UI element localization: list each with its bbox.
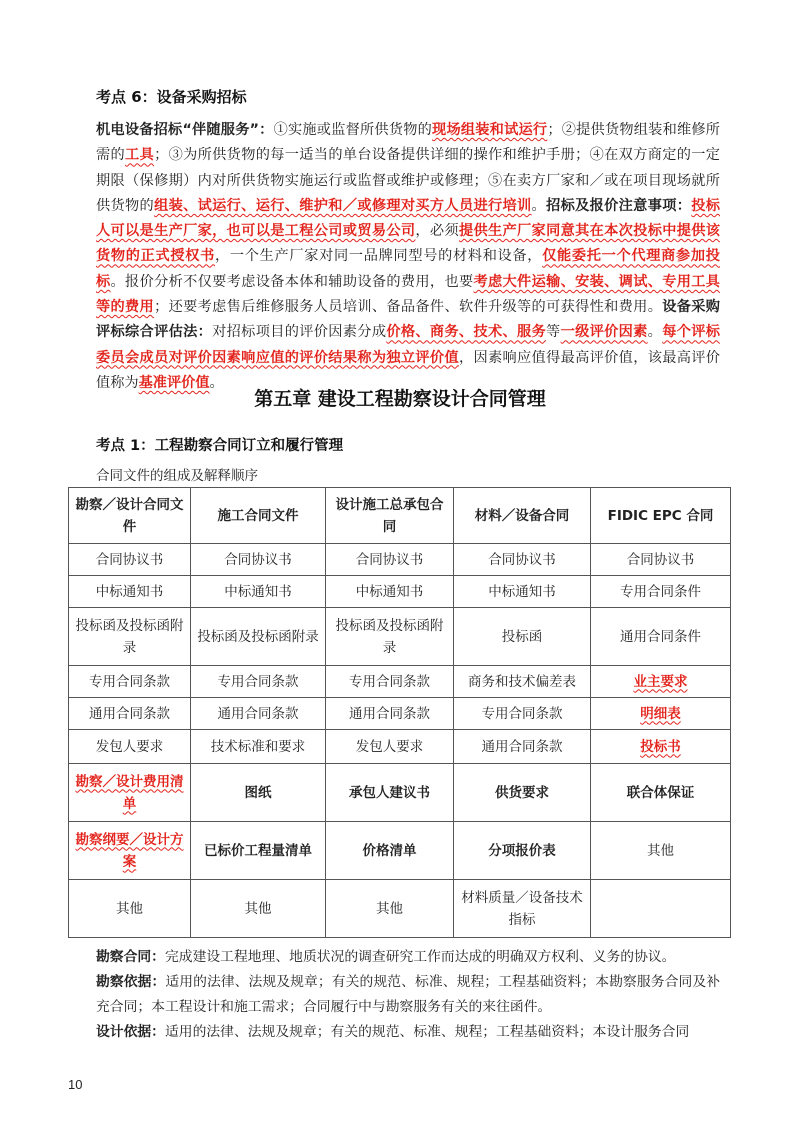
definition-text: 完成建设工程地理、地质状况的调查研究工作而达成的明确双方权利、义务的协议。 <box>164 949 676 965</box>
highlight-text: 每个评标委员会成员对评价因素响应值的评价结果称为独立评价值 <box>96 324 720 366</box>
table-cell: 其他 <box>69 880 191 938</box>
table-cell: 图纸 <box>191 764 326 822</box>
table-cell: 通用合同条款 <box>191 698 326 730</box>
body-text: ；还要考虑售后维修服务人员培训、备品备件、软件升级等的可获得性和费用。 <box>154 299 663 316</box>
table-cell: 中标通知书 <box>454 576 591 608</box>
table-cell: 投标函及投标函附录 <box>69 608 191 666</box>
bold-label: 招标及报价注意事项： <box>546 197 692 214</box>
definition-term: 勘察依据： <box>96 974 166 990</box>
definition-line <box>96 970 720 1020</box>
table-row <box>69 608 731 666</box>
body-text: 。 <box>647 324 663 341</box>
table-cell: 供货要求 <box>454 764 591 822</box>
table-cell: 业主要求 <box>591 666 731 698</box>
table-cell: 承包人建议书 <box>326 764 454 822</box>
highlight-text: 工具 <box>125 147 155 164</box>
chapter-title: 第五章 建设工程勘察设计合同管理 <box>254 388 546 410</box>
table-row <box>69 576 731 608</box>
table-cell: 通用合同条款 <box>454 730 591 764</box>
table-row <box>69 822 731 880</box>
table-cell: 价格清单 <box>326 822 454 880</box>
table-row <box>69 764 731 822</box>
body-text: ；②提供货物组装和维修所需的 <box>96 122 720 164</box>
table-cell: 专用合同条件 <box>591 576 731 608</box>
contract-documents-table <box>68 487 731 938</box>
table-cell: 勘察／设计费用清单 <box>69 764 191 822</box>
table-cell: 材料质量／设备技术指标 <box>454 880 591 938</box>
table-row <box>69 730 731 764</box>
body-text: 。 <box>209 374 224 391</box>
highlight-text: 价格、商务、技术、服务 <box>386 324 547 341</box>
table-cell: 其他 <box>326 880 454 938</box>
table-cell: 合同协议书 <box>591 544 731 576</box>
table-row <box>69 544 731 576</box>
body-text: ，因素响应值得最高评价值，该最高评价值称为 <box>96 349 720 391</box>
highlight-text: 一级评价因素 <box>560 324 648 341</box>
table-cell: 通用合同条件 <box>591 608 731 666</box>
table-row <box>69 698 731 730</box>
header-design-build: 设计施工总承包合同 <box>326 488 454 544</box>
table-cell: 联合体保证 <box>591 764 731 822</box>
highlight-text: 组装、试运行、运行、维护和／或修理对买方人员进行培训 <box>154 197 532 214</box>
body-text: ，一个生产厂家对同一品牌同型号的材料和设备， <box>214 248 543 265</box>
definition-term: 勘察合同： <box>96 949 165 965</box>
highlight-text: 仅能委托一个代理商参加投标 <box>96 248 720 290</box>
table-body <box>69 544 731 938</box>
table-cell: 专用合同条款 <box>454 698 591 730</box>
table-cell: 中标通知书 <box>191 576 326 608</box>
table-cell: 投标函 <box>454 608 591 666</box>
header-fidic-epc: FIDIC EPC 合同 <box>591 488 731 544</box>
procurement-paragraph <box>96 118 720 396</box>
table-cell: 其他 <box>191 880 326 938</box>
table-caption: 合同文件的组成及解释顺序 <box>96 468 258 484</box>
highlight-text: 提供生产厂家同意其在本次投标中提供该货物的正式授权书 <box>96 223 720 265</box>
definition-line <box>96 945 720 970</box>
table-cell: 勘察纲要／设计方案 <box>69 822 191 880</box>
table-cell: 投标函及投标函附录 <box>191 608 326 666</box>
definition-text: 适用的法律、法规及规章；有关的规范、标准、规程；工程基础资料；本勘察服务合同及补充合同；本工程设计和施工需求；合同履行中与勘察服务有关的来往函件。 <box>96 974 721 1015</box>
table-cell: 发包人要求 <box>69 730 191 764</box>
table-cell: 通用合同条款 <box>326 698 454 730</box>
table-cell: 合同协议书 <box>191 544 326 576</box>
table-cell: 其他 <box>591 822 731 880</box>
body-text: ；③为所供货物的每一适当的单台设备提供详细的操作和维护手册；④在双方商定的一定期限（保修期）内对所供货物实施运行或监督或维护或修理；⑤在卖方厂家和／或在项目现场就所供货物的 <box>96 147 720 214</box>
table-cell: 发包人要求 <box>326 730 454 764</box>
table-cell: 专用合同条款 <box>191 666 326 698</box>
table-cell: 中标通知书 <box>326 576 454 608</box>
table-cell: 专用合同条款 <box>326 666 454 698</box>
header-construction: 施工合同文件 <box>191 488 326 544</box>
table-cell: 投标函及投标函附录 <box>326 608 454 666</box>
table-cell: 通用合同条款 <box>69 698 191 730</box>
table-cell: 商务和技术偏差表 <box>454 666 591 698</box>
table-cell <box>591 880 731 938</box>
section-title: 考点 6：设备采购招标 <box>96 88 247 106</box>
table-cell: 合同协议书 <box>69 544 191 576</box>
table-cell: 技术标准和要求 <box>191 730 326 764</box>
body-text: 。报价分析不仅要考虑设备本体和辅助设备的费用，也要 <box>110 273 474 290</box>
bold-label: 设备采购评标综合评估法： <box>96 299 720 341</box>
definition-term: 设计依据： <box>96 1024 165 1040</box>
table-row <box>69 666 731 698</box>
highlight-text: 考虑大件运输、安装、调试、专用工具等的费用 <box>96 273 720 316</box>
definition-line <box>96 1020 720 1045</box>
body-text: 对招标项目的评价因素分成 <box>212 324 387 341</box>
bold-label: 机电设备招标“伴随服务”： <box>96 122 274 138</box>
table-cell: 中标通知书 <box>69 576 191 608</box>
header-survey-design: 勘察／设计合同文件 <box>69 488 191 544</box>
table-cell: 分项报价表 <box>454 822 591 880</box>
table-cell: 专用合同条款 <box>69 666 191 698</box>
body-text: ①实施或监督所供货物的 <box>273 122 433 138</box>
definition-text: 适用的法律、法规及规章；有关的规范、标准、规程；工程基础资料；本设计服务合同 <box>164 1024 690 1040</box>
body-text: 等 <box>546 324 561 341</box>
table-cell: 合同协议书 <box>326 544 454 576</box>
highlight-text: 投标人可以是生产厂家，也可以是工程公司或贸易公司 <box>96 197 720 240</box>
table-row <box>69 880 731 938</box>
subsection-title: 考点 1：工程勘察合同订立和履行管理 <box>96 438 344 454</box>
body-text: 。 <box>531 197 547 214</box>
highlight-text: 现场组装和试运行 <box>432 122 548 138</box>
header-materials-equipment: 材料／设备合同 <box>454 488 591 544</box>
page-number: 10 <box>68 1077 83 1092</box>
table-cell: 明细表 <box>591 698 731 730</box>
table-header-row <box>69 488 731 544</box>
definitions <box>96 945 720 1045</box>
highlight-text: 基准评价值 <box>138 374 210 391</box>
table-cell: 已标价工程量清单 <box>191 822 326 880</box>
table-cell: 投标书 <box>591 730 731 764</box>
table-cell: 合同协议书 <box>454 544 591 576</box>
body-text: ，必须 <box>415 223 459 240</box>
